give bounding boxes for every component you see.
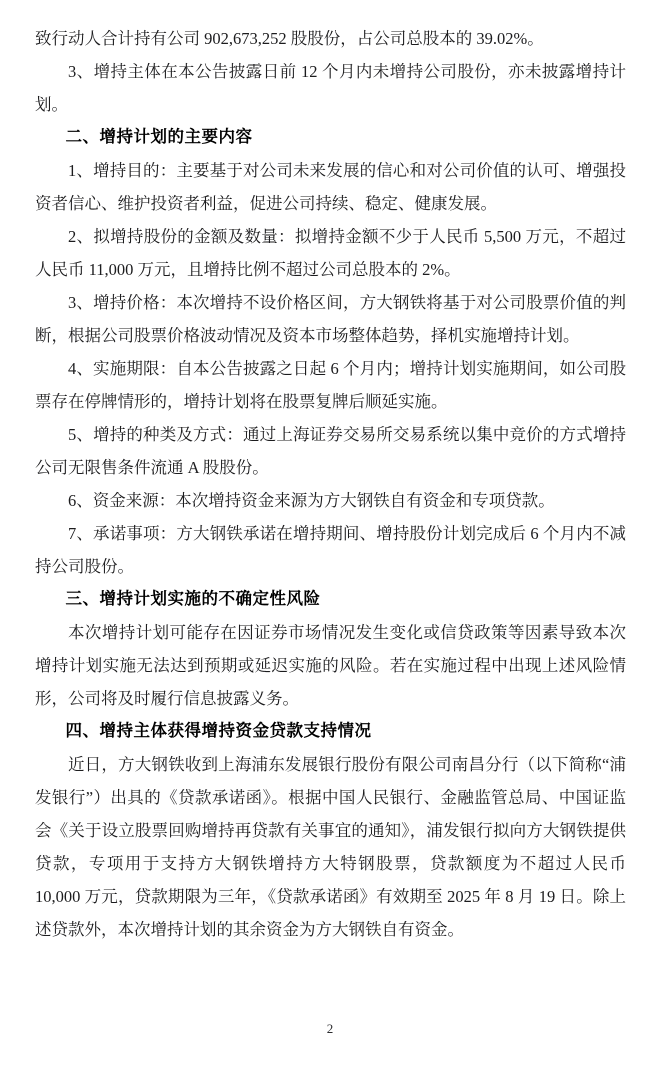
paragraph-funding-source: 6、资金来源：本次增持资金来源为方大钢铁自有资金和专项贷款。 (68, 491, 555, 510)
document-body (35, 22, 626, 946)
page-number: 2 (326, 1021, 334, 1036)
paragraph-holdings-continuation: 致行动人合计持有公司 902,673,252 股股份，占公司总股本的 39.02%。 (35, 29, 544, 48)
paragraph-loan-support-details: 近日，方大钢铁收到上海浦东发展银行股份有限公司南昌分行（以下简称“浦发银行”）出具的《贷款承诺函》。根据中国人民银行、金融监管总局、中国证监会《关于设立股票回购增持再贷款有关事宜的通知》，浦发银行拟向方大钢铁提供贷款，专项用于支持方大钢铁增持方大特钢股票，贷款额度为不超过人民币 10,000 万元，贷款期限为三年，《贷款承诺函》有效期至 2025 年 8 月 19 日。除上述贷款外，本次增持计划的其余资金为方大钢铁自有资金。 (35, 755, 626, 939)
section-heading-main-content: 二、增持计划的主要内容 (65, 128, 253, 146)
paragraph-purpose: 1、增持目的：主要基于对公司未来发展的信心和对公司价值的认可、增强投资者信心、维护投资者利益，促进公司持续、稳定、健康发展。 (35, 161, 626, 213)
paragraph-risk-description: 本次增持计划可能存在因证券市场情况发生变化或信贷政策等因素导致本次增持计划实施无法达到预期或延迟实施的风险。若在实施过程中出现上述风险情形，公司将及时履行信息披露义务。 (35, 623, 626, 708)
paragraph-commitment: 7、承诺事项：方大钢铁承诺在增持期间、增持股份计划完成后 6 个月内不减持公司股份。 (35, 524, 626, 576)
paragraph-item-3-no-recent-purchase: 3、增持主体在本公告披露日前 12 个月内未增持公司股份，亦未披露增持计划。 (35, 62, 626, 114)
paragraph-type-method: 5、增持的种类及方式：通过上海证券交易所交易系统以集中竞价的方式增持公司无限售条件流通 A 股股份。 (35, 425, 626, 477)
paragraph-implementation-period: 4、实施期限：自本公告披露之日起 6 个月内；增持计划实施期间，如公司股票存在停牌情形的，增持计划将在股票复牌后顺延实施。 (35, 359, 626, 411)
paragraph-price: 3、增持价格：本次增持不设价格区间，方大钢铁将基于对公司股票价值的判断，根据公司股票价格波动情况及资本市场整体趋势，择机实施增持计划。 (35, 293, 626, 345)
page-footer (0, 1020, 660, 1038)
section-heading-uncertainty-risk: 三、增持计划实施的不确定性风险 (65, 590, 321, 608)
section-heading-loan-support: 四、增持主体获得增持资金贷款支持情况 (65, 722, 372, 740)
paragraph-amount-quantity: 2、拟增持股份的金额及数量：拟增持金额不少于人民币 5,500 万元，不超过人民币 11,000 万元，且增持比例不超过公司总股本的 2%。 (35, 227, 626, 279)
